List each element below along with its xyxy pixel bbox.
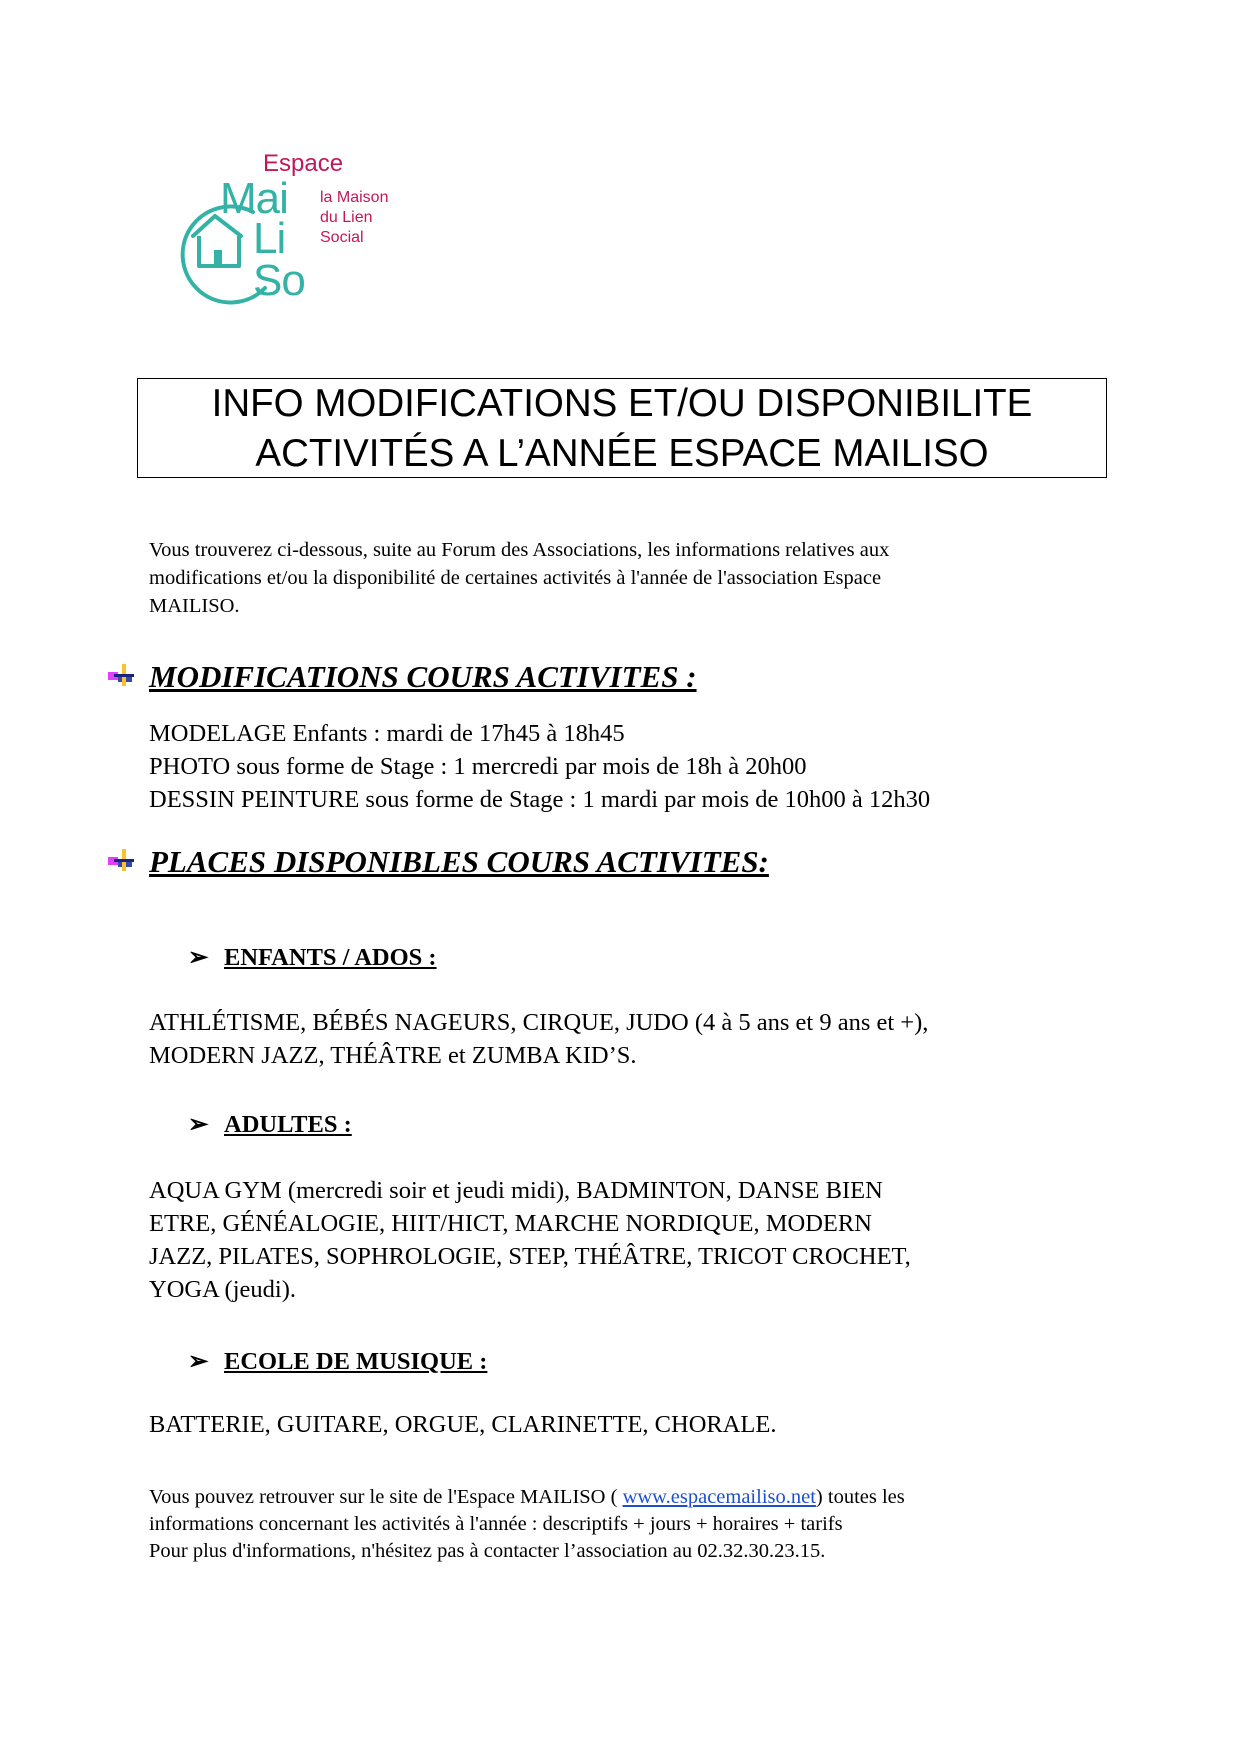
subsection-ecole-de-musique bbox=[188, 1347, 487, 1377]
intro-paragraph bbox=[149, 536, 889, 620]
modifications-list bbox=[149, 717, 930, 816]
intro-line: MAILISO. bbox=[149, 595, 240, 617]
logo-espace-text: Espace bbox=[263, 150, 344, 177]
footer-text: ) toutes les bbox=[815, 1486, 905, 1508]
list-item: PHOTO sous forme de Stage : 1 mercredi par mois de 18h à 20h00 bbox=[149, 753, 807, 780]
section-heading: MODIFICATIONS COURS ACTIVITES : bbox=[149, 659, 697, 694]
section-heading: PLACES DISPONIBLES COURS ACTIVITES: bbox=[149, 844, 769, 879]
list-item: DESSIN PEINTURE sous forme de Stage : 1 mardi par mois de 10h00 à 12h30 bbox=[149, 786, 931, 813]
enfants-activities bbox=[149, 1006, 928, 1072]
subsection-label: ENFANTS / ADOS : bbox=[224, 944, 437, 971]
arrow-bullet-icon: ➢ bbox=[188, 1111, 209, 1138]
activities-line: BATTERIE, GUITARE, ORGUE, CLARINETTE, CHORALE. bbox=[149, 1411, 777, 1438]
activities-line: AQUA GYM (mercredi soir et jeudi midi), BADMINTON, DANSE BIEN bbox=[149, 1177, 883, 1204]
list-item: MODELAGE Enfants : mardi de 17h45 à 18h45 bbox=[149, 720, 625, 747]
document-title-line: INFO MODIFICATIONS ET/OU DISPONIBILITE bbox=[211, 382, 1033, 425]
activities-line: YOGA (jeudi). bbox=[149, 1276, 296, 1303]
activities-line: MODERN JAZZ, THÉÂTRE et ZUMBA KID’S. bbox=[149, 1042, 637, 1069]
footer-line: informations concernant les activités à l'année : descriptifs + jours + horaires + tarifs bbox=[149, 1513, 843, 1535]
activities-line: ETRE, GÉNÉALOGIE, HIIT/HICT, MARCHE NORDIQUE, MODERN bbox=[149, 1210, 872, 1237]
arrow-bullet-icon: ➢ bbox=[188, 1348, 209, 1375]
footer-line bbox=[149, 1484, 905, 1511]
logo-li-text: Li bbox=[253, 214, 286, 263]
arrow-bullet-icon: ➢ bbox=[188, 944, 209, 971]
footer-text: Vous pouvez retrouver sur le site de l'Espace MAILISO ( bbox=[149, 1486, 623, 1508]
subsection-enfants-ados bbox=[188, 943, 437, 973]
activities-line: ATHLÉTISME, BÉBÉS NAGEURS, CIRQUE, JUDO (4 à 5 ans et 9 ans et +), bbox=[149, 1009, 929, 1036]
subsection-adultes bbox=[188, 1110, 352, 1140]
logo-mai-text: Mai bbox=[220, 174, 288, 223]
logo-so-text: So bbox=[253, 256, 305, 305]
colored-square-bullet-icon bbox=[108, 664, 136, 688]
subsection-label: ADULTES : bbox=[224, 1111, 352, 1138]
document-title-box bbox=[137, 378, 1107, 478]
website-link[interactable]: www.espacemailiso.net bbox=[622, 1486, 816, 1508]
logo-tagline-line: du Lien bbox=[320, 209, 373, 226]
espace-mailiso-logo bbox=[165, 150, 395, 310]
logo-tagline-line: la Maison bbox=[320, 189, 389, 206]
intro-line: Vous trouverez ci-dessous, suite au Forum des Associations, les informations relatives aux bbox=[149, 539, 890, 561]
footer-line: Pour plus d'informations, n'hésitez pas à contacter l’association au 02.32.30.23.15. bbox=[149, 1540, 826, 1562]
activities-line: JAZZ, PILATES, SOPHROLOGIE, STEP, THÉÂTRE, TRICOT CROCHET, bbox=[149, 1243, 911, 1270]
logo-tagline bbox=[320, 188, 388, 248]
footer-paragraph bbox=[149, 1484, 905, 1565]
logo-tagline-line: Social bbox=[320, 229, 364, 246]
adultes-activities bbox=[149, 1174, 911, 1306]
subsection-label: ECOLE DE MUSIQUE : bbox=[224, 1348, 488, 1375]
document-title-line: ACTIVITÉS A L’ANNÉE ESPACE MAILISO bbox=[255, 432, 989, 475]
colored-square-bullet-icon bbox=[108, 849, 136, 873]
intro-line: modifications et/ou la disponibilité de certaines activités à l'année de l'association Espace bbox=[149, 567, 882, 589]
musique-activities bbox=[149, 1408, 777, 1441]
